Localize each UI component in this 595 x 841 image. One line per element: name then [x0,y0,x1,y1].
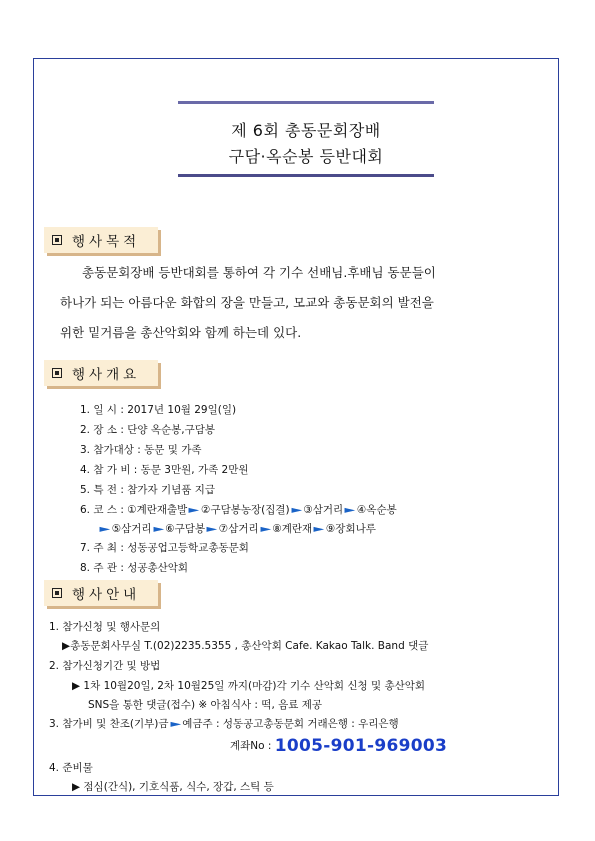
overview-item-6 [80,502,397,517]
guide-line-8: ▶ 점심(간식), 기호식품, 식수, 장갑, 스틱 등 [72,781,274,793]
course-stop-9: ⑨장회나루 [325,523,376,535]
guide-line-7: 4. 준비물 [49,762,93,774]
title-box [178,101,434,177]
square-bullet-icon [52,368,62,378]
section-purpose-header [44,227,158,253]
overview-item-3: 3. 참가대상 : 동문 및 가족 [80,444,202,456]
purpose-paragraph [60,258,550,348]
section-guide-header [44,580,158,606]
arrow-right-icon: ► [291,505,302,516]
title-line-1: 제 6회 총동문회장배 [231,121,381,140]
arrow-right-icon: ► [206,524,218,535]
course-stop-8: ⑧계란재 [272,523,313,535]
course-stop-2: ②구담봉농장(집결) [201,504,290,516]
guide-line-5: SNS을 통한 댓글(접수) ※ 아침식사 : 떡, 음료 제공 [88,699,323,711]
section-guide-label: 행사안내 [72,587,141,603]
course-stop-4: ④옥순봉 [356,504,397,516]
purpose-line-1: 총동문회장배 등반대회를 통하여 각 기수 선배님.후배님 동문들이 [82,265,436,280]
guide-line-3: 2. 참가신청기간 및 방법 [49,660,161,672]
course-stop-7: ⑦삼거리 [218,523,259,535]
overview-item-1: 1. 일 시 : 2017년 10월 29일(일) [80,404,237,416]
section-purpose-label: 행사목적 [72,234,141,250]
overview-item-6-cont [98,521,376,536]
account-holder: 예금주 : 성동공고총동문회 거래은행 : 우리은행 [182,718,399,730]
overview-item-8: 8. 주 관 : 성공총산악회 [80,562,189,574]
course-stop-5: ⑤삼거리 [111,523,152,535]
guide-line-1: 1. 참가신청 및 행사문의 [49,621,161,633]
overview-item-5: 5. 특 전 : 참가자 기념품 지급 [80,484,216,496]
arrow-right-icon: ► [260,524,271,535]
guide-line-4: ▶ 1차 10월20일, 2차 10월25일 까지(마감)각 기수 산악회 신청 및 총산악회 [72,680,426,692]
account-label: 계좌No : [230,740,272,752]
course-start: 6. 코 스 : ①계란재출발 [80,504,188,516]
course-stop-6: ⑥구담봉 [165,523,206,535]
guide-line-6 [49,716,399,731]
square-bullet-icon [52,588,62,598]
guide-line-2: ▶총동문회사무실 T.(02)2235.5355 , 총산악회 Cafe. Kakao Talk. Band 댓글 [62,640,429,652]
arrow-right-icon: ► [169,719,181,730]
title-line-2: 구담·옥순봉 등반대회 [228,147,384,166]
overview-item-4: 4. 참 가 비 : 동문 3만원, 가족 2만원 [80,464,249,476]
arrow-right-icon: ► [153,524,164,535]
section-overview-label: 행사개요 [72,367,141,383]
arrow-right-icon: ► [188,505,200,516]
account-number: 1005-901-969003 [274,736,448,756]
arrow-right-icon: ► [344,505,356,516]
account-number-line [230,736,447,756]
purpose-line-3: 위한 밑거름을 총산악회와 함께 하는데 있다. [60,325,302,340]
donation-label: 3. 참가비 및 찬조(기부)금 [49,718,169,730]
overview-item-7: 7. 주 최 : 성동공업고등학교총동문회 [80,542,249,554]
arrow-right-icon: ► [99,524,111,535]
arrow-right-icon: ► [313,524,325,535]
square-bullet-icon [52,235,62,245]
purpose-line-2: 하나가 되는 아름다운 화합의 장을 만들고, 모교와 총동문회의 발전을 [60,295,434,310]
overview-item-2: 2. 장 소 : 단양 옥순봉,구담봉 [80,424,216,436]
course-stop-3: ③삼거리 [303,504,344,516]
section-overview-header [44,360,158,386]
